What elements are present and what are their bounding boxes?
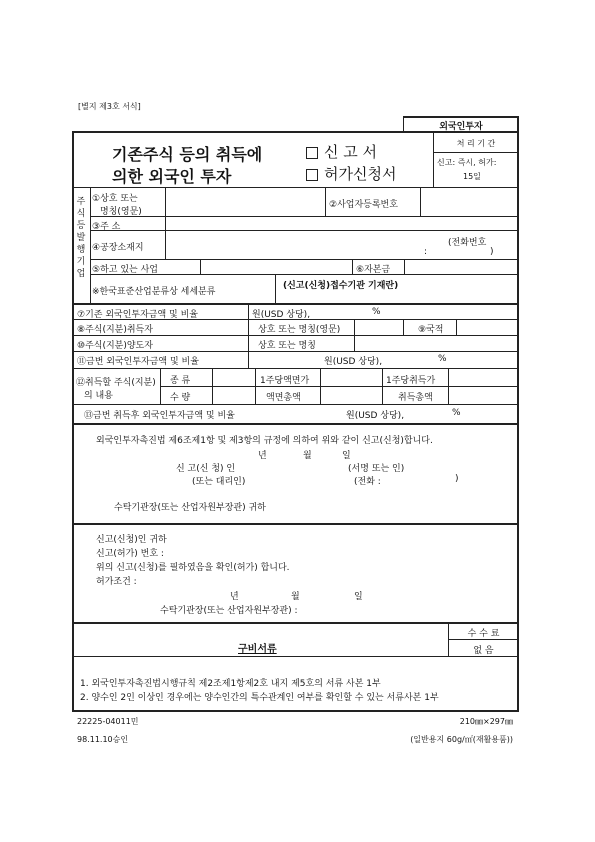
capital-label: ⑥자본금: [356, 265, 391, 275]
footer-approval: 98.11.10승인: [77, 735, 129, 744]
after-investment-label: ⑬금번 취득후 외국인투자금액 및 비율: [84, 411, 235, 421]
business-label: ⑤하고 있는 사업: [92, 265, 158, 275]
receiving-agency-label: (신고(신청)접수기관 기재란): [283, 281, 399, 291]
report-type-label: 신 고 서: [324, 143, 378, 161]
current-won-usd: 원(USD 상당),: [324, 357, 383, 367]
permit-checkbox-row[interactable]: [306, 163, 396, 184]
documents-title: 구비서류: [238, 644, 277, 655]
nationality-label: ⑨국적: [418, 325, 444, 335]
kind-label: 종 류: [170, 376, 191, 386]
total-par-label: 액면총액: [266, 393, 301, 403]
form-title-line1: 기존주식 등의 취득에: [112, 145, 263, 164]
declaration-text: 외국인투자촉진법 제6조제1항 및 제3항의 규정에 의하여 위와 같이 신고(신청)합니다.: [96, 436, 433, 446]
acq-per-share-label: 1주당취득가: [386, 376, 436, 386]
confirm-month: 월: [291, 592, 300, 602]
after-won-usd: 원(USD 상당),: [346, 411, 405, 421]
existing-investment-label: ⑦기존 외국인투자금액 및 비율: [77, 310, 198, 320]
category-label: 외국인투자: [439, 122, 483, 132]
current-percent: %: [438, 354, 447, 364]
signature-label: (서명 또는 인): [348, 464, 405, 474]
par-value-label: 1주당액면가: [260, 376, 310, 386]
declaration-phone: (전화 :: [354, 477, 381, 487]
confirm-signer: 수탁기관장(또는 산업자원부장관) :: [160, 606, 298, 616]
document-item-2: 2. 양수인 2인 이상인 경우에는 양수인간의 특수관계인 여부를 확인할 수 있는 서류사본 1부: [80, 693, 439, 703]
existing-won-usd: 원(USD 상당),: [252, 310, 311, 320]
confirm-line4: 허가조건 :: [96, 577, 137, 587]
transferor-label: ⑩주식(지분)양도자: [77, 341, 153, 351]
footer-code: 22225-04011민: [77, 717, 139, 726]
phone-colon: :: [424, 247, 428, 257]
total-acq-label: 취득총액: [398, 393, 433, 403]
acquirer-label: ⑧주식(지분)취득자: [77, 325, 153, 335]
existing-percent: %: [372, 307, 381, 317]
processing-period-value-2: 15일: [463, 172, 481, 181]
footer-size: 210㎜×297㎜: [459, 717, 513, 726]
quantity-label: 수 량: [170, 393, 191, 403]
declaration-phone-close: ): [455, 474, 459, 484]
report-checkbox[interactable]: [306, 147, 318, 159]
document-item-1: 1. 외국인투자촉진법시행규칙 제2조제1항제2호 내지 제5호의 서류 사본 1부: [80, 679, 381, 689]
permit-type-label: 허가신청서: [324, 165, 397, 183]
processing-period-label: 처 리 기 간: [456, 139, 496, 148]
transferor-name: 상호 또는 명칭: [258, 341, 316, 351]
phone-close: ): [490, 247, 494, 257]
issuer-side-label: 주 식 등 발 행 기 업: [76, 197, 86, 279]
biz-reg-label: ②사업자등록번호: [329, 200, 398, 210]
address-label: ③주 소: [92, 222, 121, 232]
declaration-month: 월: [303, 451, 312, 461]
confirm-year: 년: [230, 592, 239, 602]
current-investment-label: ⑪금번 외국인투자금액 및 비율: [77, 357, 199, 367]
confirm-line2: 신고(허가) 번호 :: [96, 549, 164, 559]
acq-content-label-2: 의 내용: [84, 391, 113, 401]
declaration-year: 년: [258, 451, 267, 461]
footer-paper: (일반용지 60g/㎡(재활용품)): [410, 735, 513, 744]
fee-label: 수 수 료: [467, 629, 500, 639]
processing-period-value-1: 신고: 즉시, 허가:: [437, 158, 497, 167]
agent-label: (또는 대리인): [192, 477, 246, 487]
fee-value: 없 음: [473, 646, 494, 656]
company-name-label-1: ①상호 또는: [92, 194, 138, 204]
declaration-day: 일: [342, 451, 351, 461]
confirm-day: 일: [354, 592, 363, 602]
acquirer-name-en: 상호 또는 명칭(영문): [258, 325, 341, 335]
report-checkbox-row[interactable]: [306, 141, 377, 162]
permit-checkbox[interactable]: [306, 169, 318, 181]
factory-label: ④공장소재지: [92, 243, 144, 253]
addressee: 수탁기관장(또는 산업자원부장관) 귀하: [114, 503, 266, 513]
confirm-line3: 위의 신고(신청)를 필하였음을 확인(허가) 합니다.: [96, 563, 290, 573]
applicant-label: 신 고(신 청) 인: [176, 464, 236, 474]
form-title-line2: 의한 외국인 투자: [112, 167, 232, 186]
ksic-label: ※한국표준산업분류상 세세분류: [92, 287, 216, 297]
company-name-label-2: 명칭(영문): [100, 207, 142, 217]
after-percent: %: [452, 408, 461, 418]
confirm-line1: 신고(신청)인 귀하: [96, 535, 167, 545]
acq-content-label-1: ⑫취득할 주식(지분): [76, 378, 156, 388]
form-number: [별지 제3호 서식]: [78, 102, 141, 111]
phone-label: (전화번호: [448, 238, 487, 248]
